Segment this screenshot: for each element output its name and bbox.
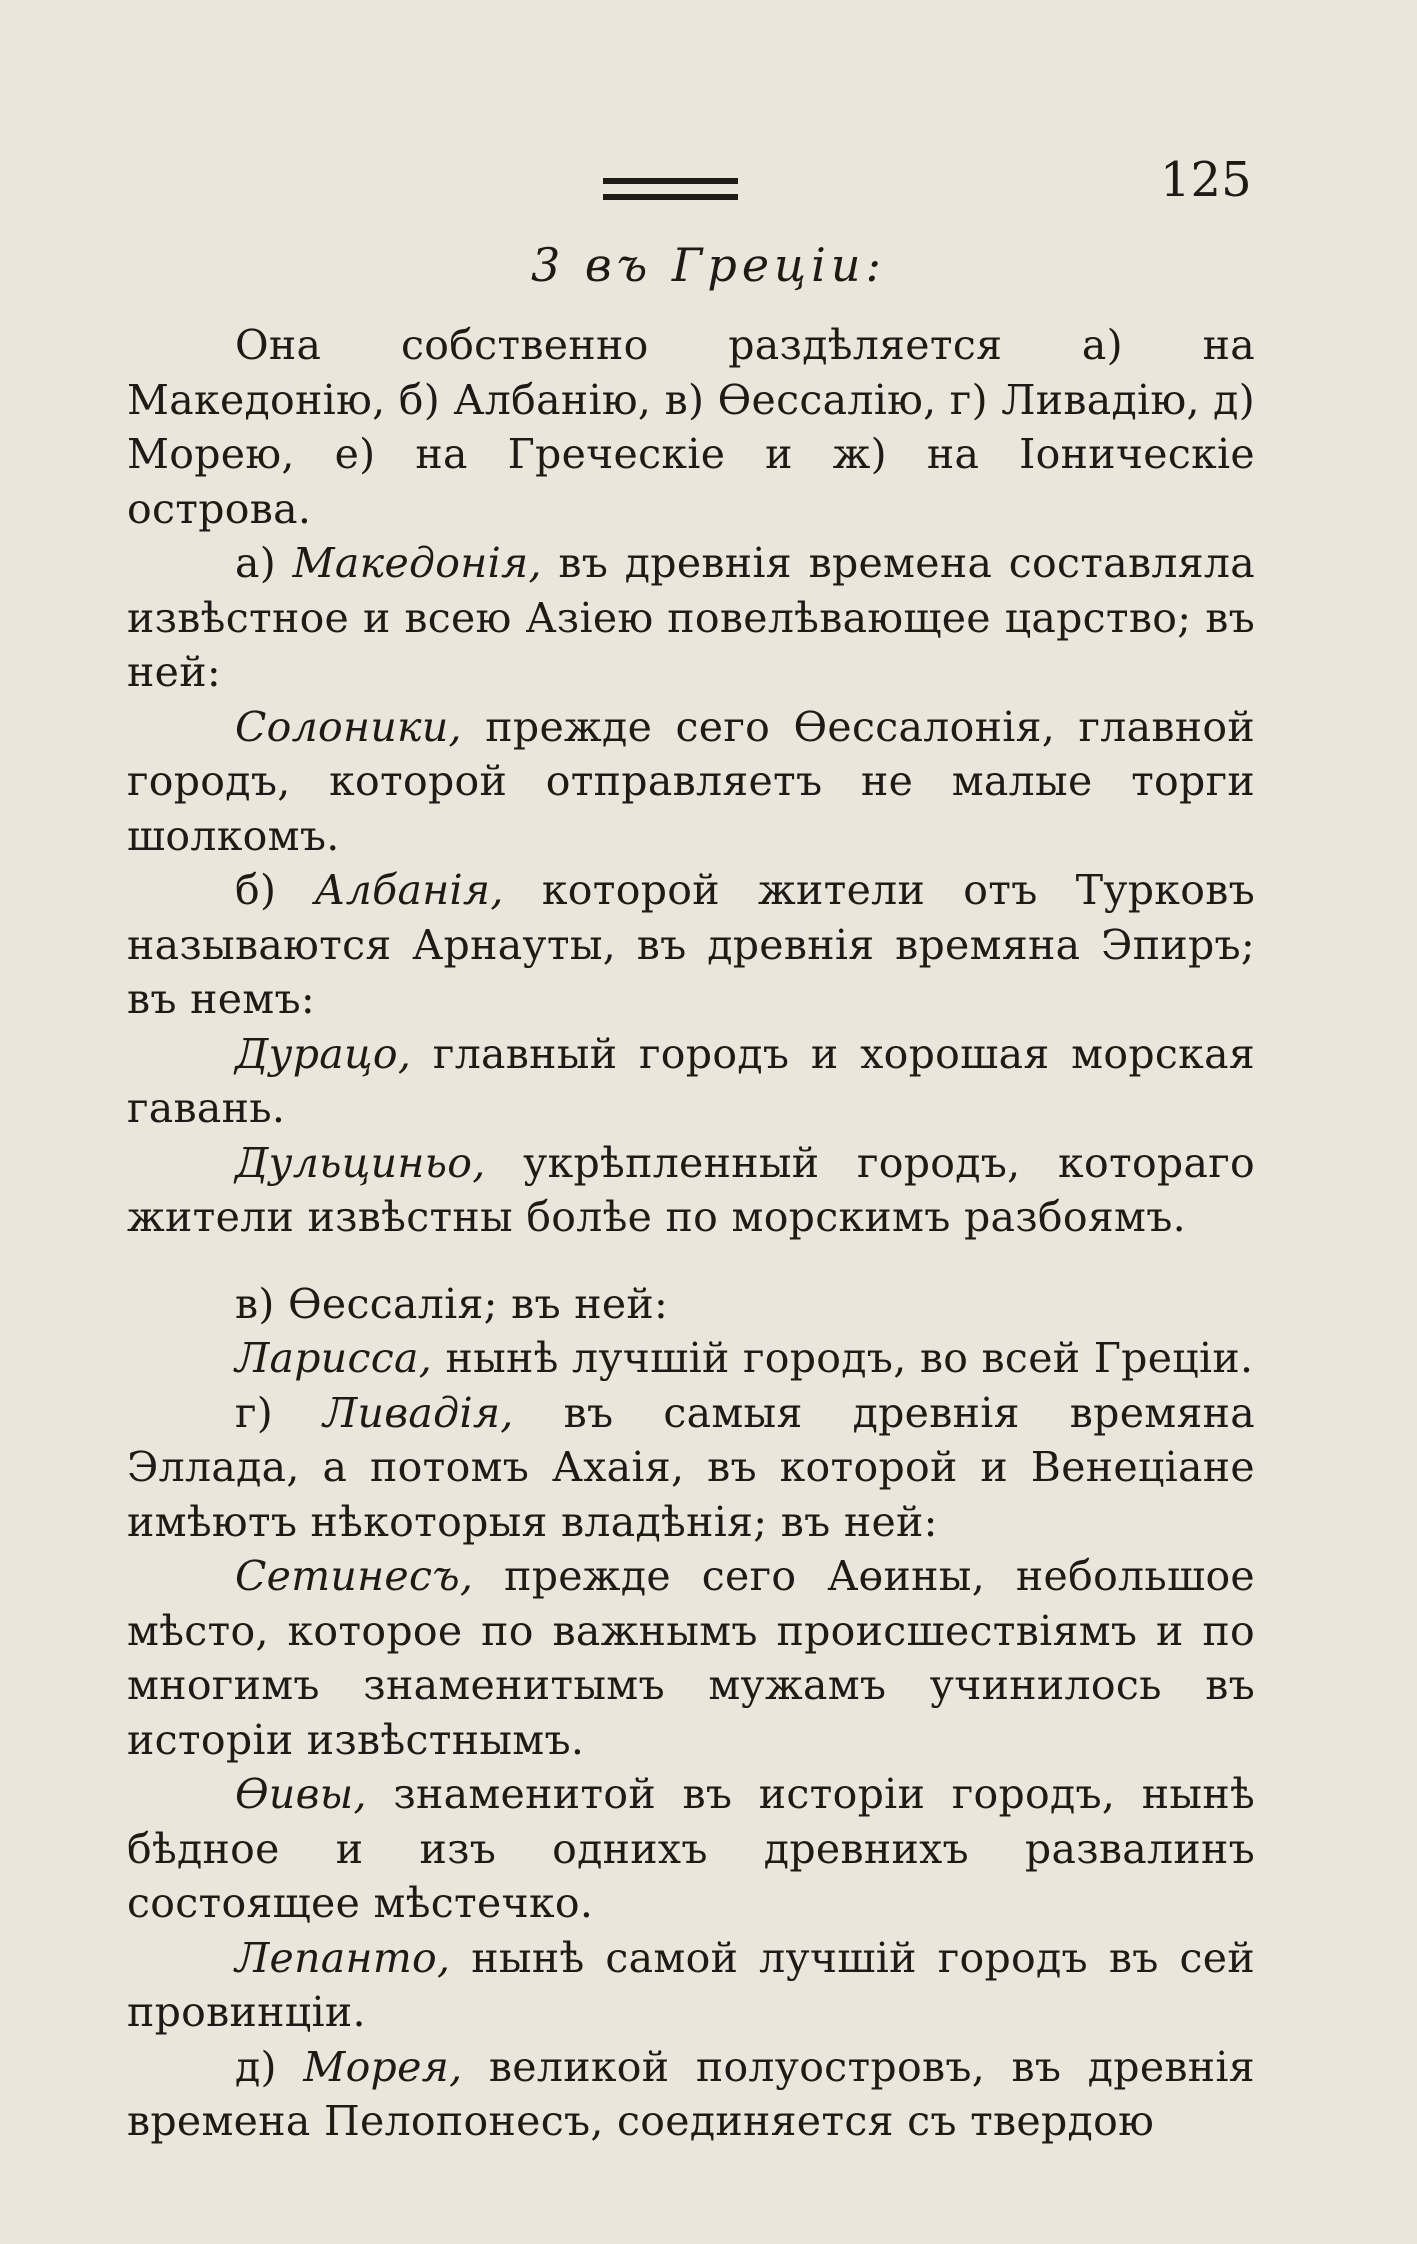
section-heading: 3 въ Греціи: <box>530 238 886 292</box>
paragraph: Сетинесъ, прежде сего Аөины, небольшое мѣсто, которое по важнымъ происшествіямъ и по многимъ знаменитымъ мужамъ учинилось въ исторіи извѣстнымъ. <box>127 1552 1255 1764</box>
paragraph: в) Өессалія; въ ней: <box>235 1279 669 1328</box>
paragraph: б) Албанія, которой жители отъ Турковъ называются Арнауты, въ древнія времяна Эпиръ; въ немъ: <box>127 866 1255 1023</box>
paragraph: Дульциньо, укрѣпленный городъ, котораго жители извѣстны болѣе по морскимъ разбоямъ. <box>127 1138 1255 1241</box>
paragraph: а) Македонія, въ древнія времена составляла извѣстное и всею Азіею повелѣвающее царство; въ ней: <box>127 539 1255 696</box>
body-text <box>127 318 1255 2149</box>
page-number: 125 <box>1160 152 1252 208</box>
paragraph: г) Ливадія, въ самыя древнія времяна Эллада, а потомъ Ахаія, въ которой и Венеціане имѣютъ нѣкоторыя владѣнія; въ ней: <box>127 1388 1255 1546</box>
paragraph: д) Морея, великой полуостровъ, въ древнія времена Пелопонесъ, соединяется съ твердою <box>127 2042 1255 2145</box>
header-rule <box>603 178 738 200</box>
paragraph: Лепанто, нынѣ самой лучшій городъ въ сей провинціи. <box>127 1933 1255 2036</box>
paragraph: Өивы, знаменитой въ исторіи городъ, нынѣ бѣдное и изъ однихъ древнихъ развалинъ состоящее мѣстечко. <box>127 1770 1255 1927</box>
paragraph: Дурацо, главный городъ и хорошая морская гавань. <box>127 1029 1255 1132</box>
paragraph: Ларисса, нынѣ лучшій городъ, во всей Греціи. <box>235 1334 1254 1382</box>
paragraph: Солоники, прежде сего Өессалонія, главной городъ, которой отправляетъ не малые торги шолкомъ. <box>127 702 1255 860</box>
paragraph: Она собственно раздѣляется а) на Македонію, б) Албанію, в) Өессалію, г) Ливадію, д) Морею, е) на Греческіе и ж) на Іоническіе острова. <box>127 321 1255 533</box>
